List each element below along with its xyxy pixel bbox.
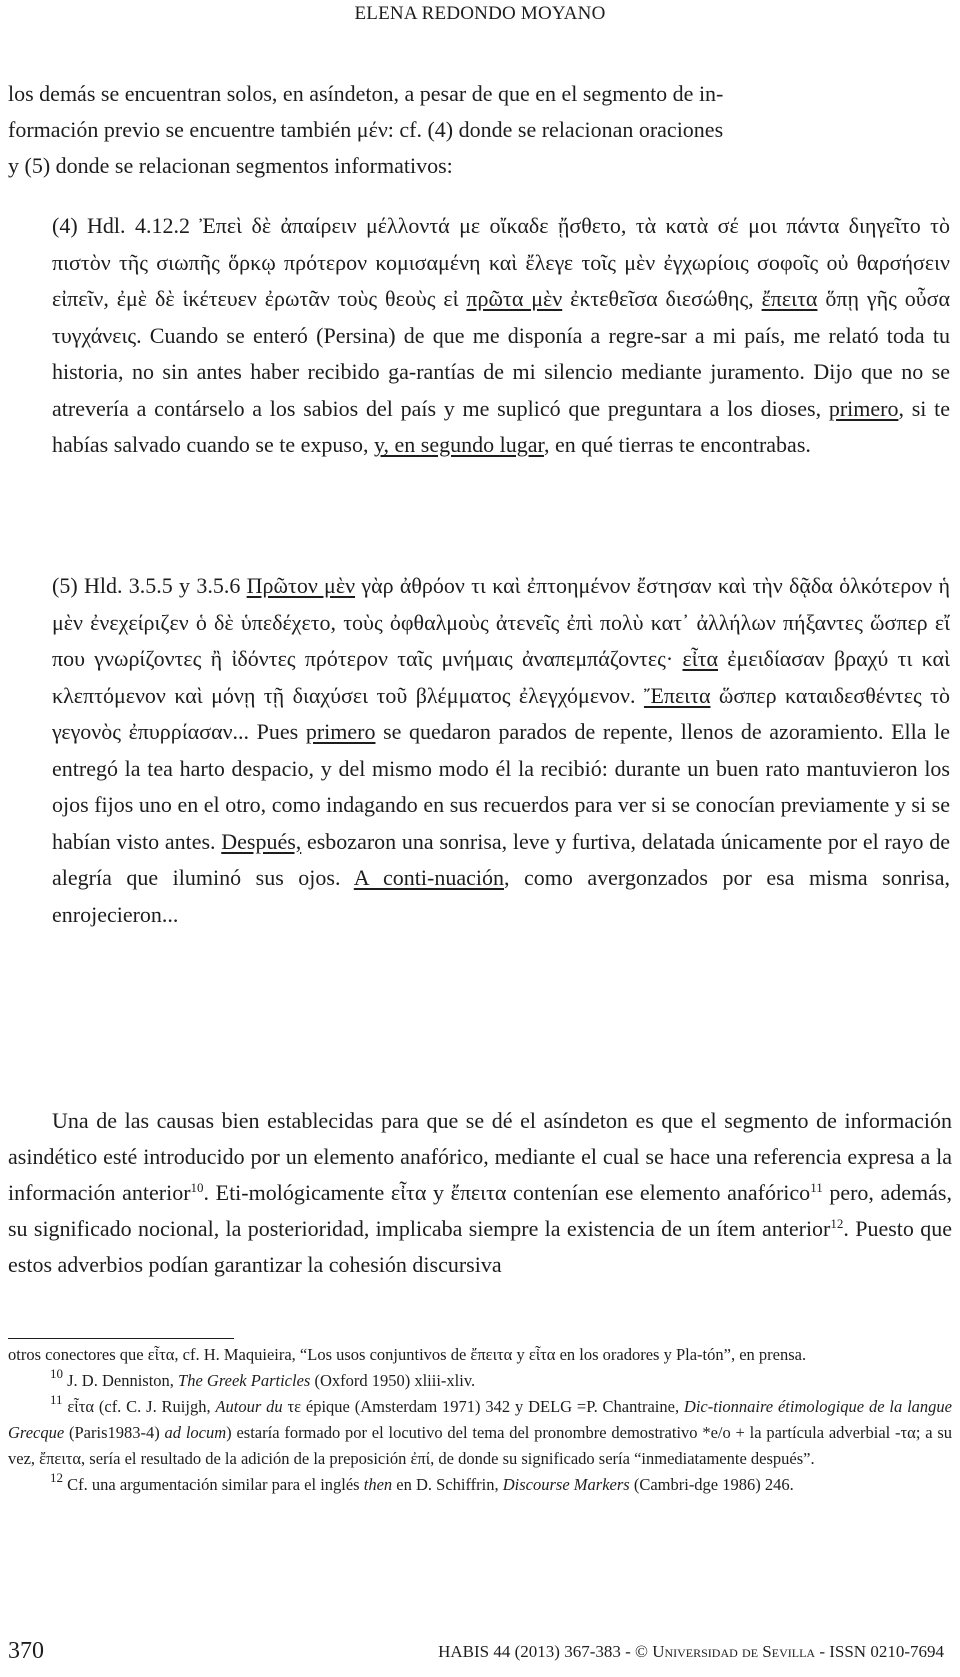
underlined-connector: primero (828, 395, 899, 421)
page-number: 370 (8, 1638, 44, 1664)
intro-paragraph (8, 76, 952, 184)
page-footer (8, 1638, 952, 1672)
underlined-connector: Después, (221, 828, 302, 854)
intro-line: formación previo se encuentre también μέν: cf. (4) donde se relacionan oraciones (8, 117, 724, 142)
footnote-ref[interactable]: 11 (810, 1180, 823, 1195)
example-5: (5) Hld. 3.5.5 y 3.5.6 Πρῶτον μὲν γὰρ ἀθρόον τι καὶ ἐπτοημένον ἔστησαν καὶ τὴν δᾷδα ὁλκότερον ἡ μὲν ἐνεχείριζεν ὁ δὲ ὑπεδέχετο, τοὺς ὀφθαλμοὺς ἀτενεῖς ἐπὶ πολὺ κατ᾽ ἀλλήλων πήξαντες ὥσπερ εἴ που γνωρίζοντες ἢ ἰδόντες πρότερον ταῖς μνήμαις ἀναπεμπάζοντες· εἶτα ἐμειδίασαν βραχύ τι καὶ κλεπτόμενον καὶ μόνῃ τῇ διαχύσει τοῦ βλέμματος ἐλεγχόμενον. Ἔπειτα ὥσπερ καταιδεσθέντες τὸ γεγονὸς ἐπυρρίασαν... Pues primero se quedaron parados de repente, llenos de azoramiento. Ella le entregó la tea harto despacio, y del mismo modo él la recibió: durante un buen rato mantuvieron los ojos fijos uno en el otro, como indagando en sus recuerdos para ver si se conocían previamente y si se habían visto antes. Después, esbozaron una sonrisa, leve y furtiva, delatada únicamente por el rayo de alegría que iluminó sus ojos. A conti-nuación, como avergonzados por esa misma sonrisa, enrojecieron... (52, 573, 951, 927)
running-head: ELENA REDONDO MOYANO (354, 3, 606, 24)
underlined-connector: Ἔπειτα (643, 682, 711, 708)
footnote-continuation: otros conectores que εἶτα, cf. H. Maquieira, “Los usos conjuntivos de ἔπειτα y εἶτα en los oradores y Pla-tón”, en prensa. (8, 1345, 807, 1364)
main-paragraph: Una de las causas bien establecidas para que se dé el asíndeton es que el segmento de información asindético esté introducido por un elemento anafórico, mediante el cual se hace una referencia expresa a la información anterior$^{10}$. Eti-mológicamente εἶτα y ἔπειτα contenían ese elemento anafórico$^{11}$ pero, además, su significado nocional, la posterioridad, implicaba siempre la existencia de un ítem anterior$^{12}$. Puesto que estos adverbios podían garantizar la cohesión discursiva (8, 1108, 952, 1277)
journal-citation: HABIS 44 (2013) 367-383 - © Universidad de Sevilla - ISSN 0210-7694 (438, 1642, 944, 1661)
underlined-connector: A conti-nuación (353, 865, 504, 890)
underlined-connector: πρῶτα μὲν (466, 286, 563, 311)
footnote-10: $^{10}$ J. D. Denniston, The Greek Particles (Oxford 1950) xliii-xliv. (50, 1366, 476, 1390)
intro-line: los demás se encuentran solos, en asíndeton, a pesar de que en el segmento de in- (8, 81, 724, 106)
underlined-connector: ἔπειτα (761, 286, 818, 311)
footnote-ref[interactable]: 12 (830, 1216, 844, 1231)
example-4: (4) Hdl. 4.12.2 Ἐπεὶ δὲ ἀπαίρειν μέλλοντά με οἴκαδε ᾔσθετο, τὰ κατὰ σέ μοι πάντα διηγεῖτο τὸ πιστὸν τῆς σιωπῆς ὅρκῳ πρότερον κομισαμένη καὶ ἔλεγε τοῖς μὲν ἐγχωρίοις σοφοῖς οὐ θαρσήσειν εἰπεῖν, ἐμὲ δὲ ἱκέτευεν ἐρωτᾶν τοὺς θεοὺς εἰ πρῶτα μὲν ἐκτεθεῖσα διεσώθης, ἔπειτα ὅπῃ γῆς οὖσα τυγχάνεις. Cuando se enteró (Persina) de que me disponía a regre-sar a mi país, me relató toda tu historia, no sin antes haber recibido ga-rantías de mi silencio mediante juramento. Dijo que no se atrevería a contárselo a los sabios del país y me suplicó que preguntara a los dioses, primero, si te habías salvado cuando se te expuso, y, en segundo lugar, en qué tierras te encontrabas. (52, 213, 950, 457)
footnote-divider (8, 1338, 234, 1339)
footnote-12: $^{12}$ Cf. una argumentación similar para el inglés then en D. Schiffrin, Discourse Markers (Cambri-dge 1986) 246. (50, 1470, 794, 1494)
footnote-11: $^{11}$ εἶτα (cf. C. J. Ruijgh, Autour du τε épique (Amsterdam 1971) 342 y DELG =P. Chantraine, Dic-tionnaire étimologique de la langue Grecque (Paris1983-4) ad locum) estaría formado por el locutivo del tema del pronombre demostrativo *e/o + la partícula adverbial -τα; a su vez, ἔπειτα, sería el resultado de la adición de la preposición ἐπί, de donde su significado sería “inmediatamente después”. (8, 1392, 952, 1468)
footnote-ref[interactable]: 10 (190, 1180, 204, 1195)
underlined-connector: Πρῶτον μὲν (246, 573, 356, 598)
underlined-connector: primero (305, 719, 376, 744)
footnotes (8, 1342, 952, 1498)
underlined-connector: εἶτα (682, 646, 718, 671)
underlined-connector: y, en segundo lugar (373, 432, 544, 457)
intro-line: y (5) donde se relacionan segmentos informativos: (8, 153, 453, 178)
